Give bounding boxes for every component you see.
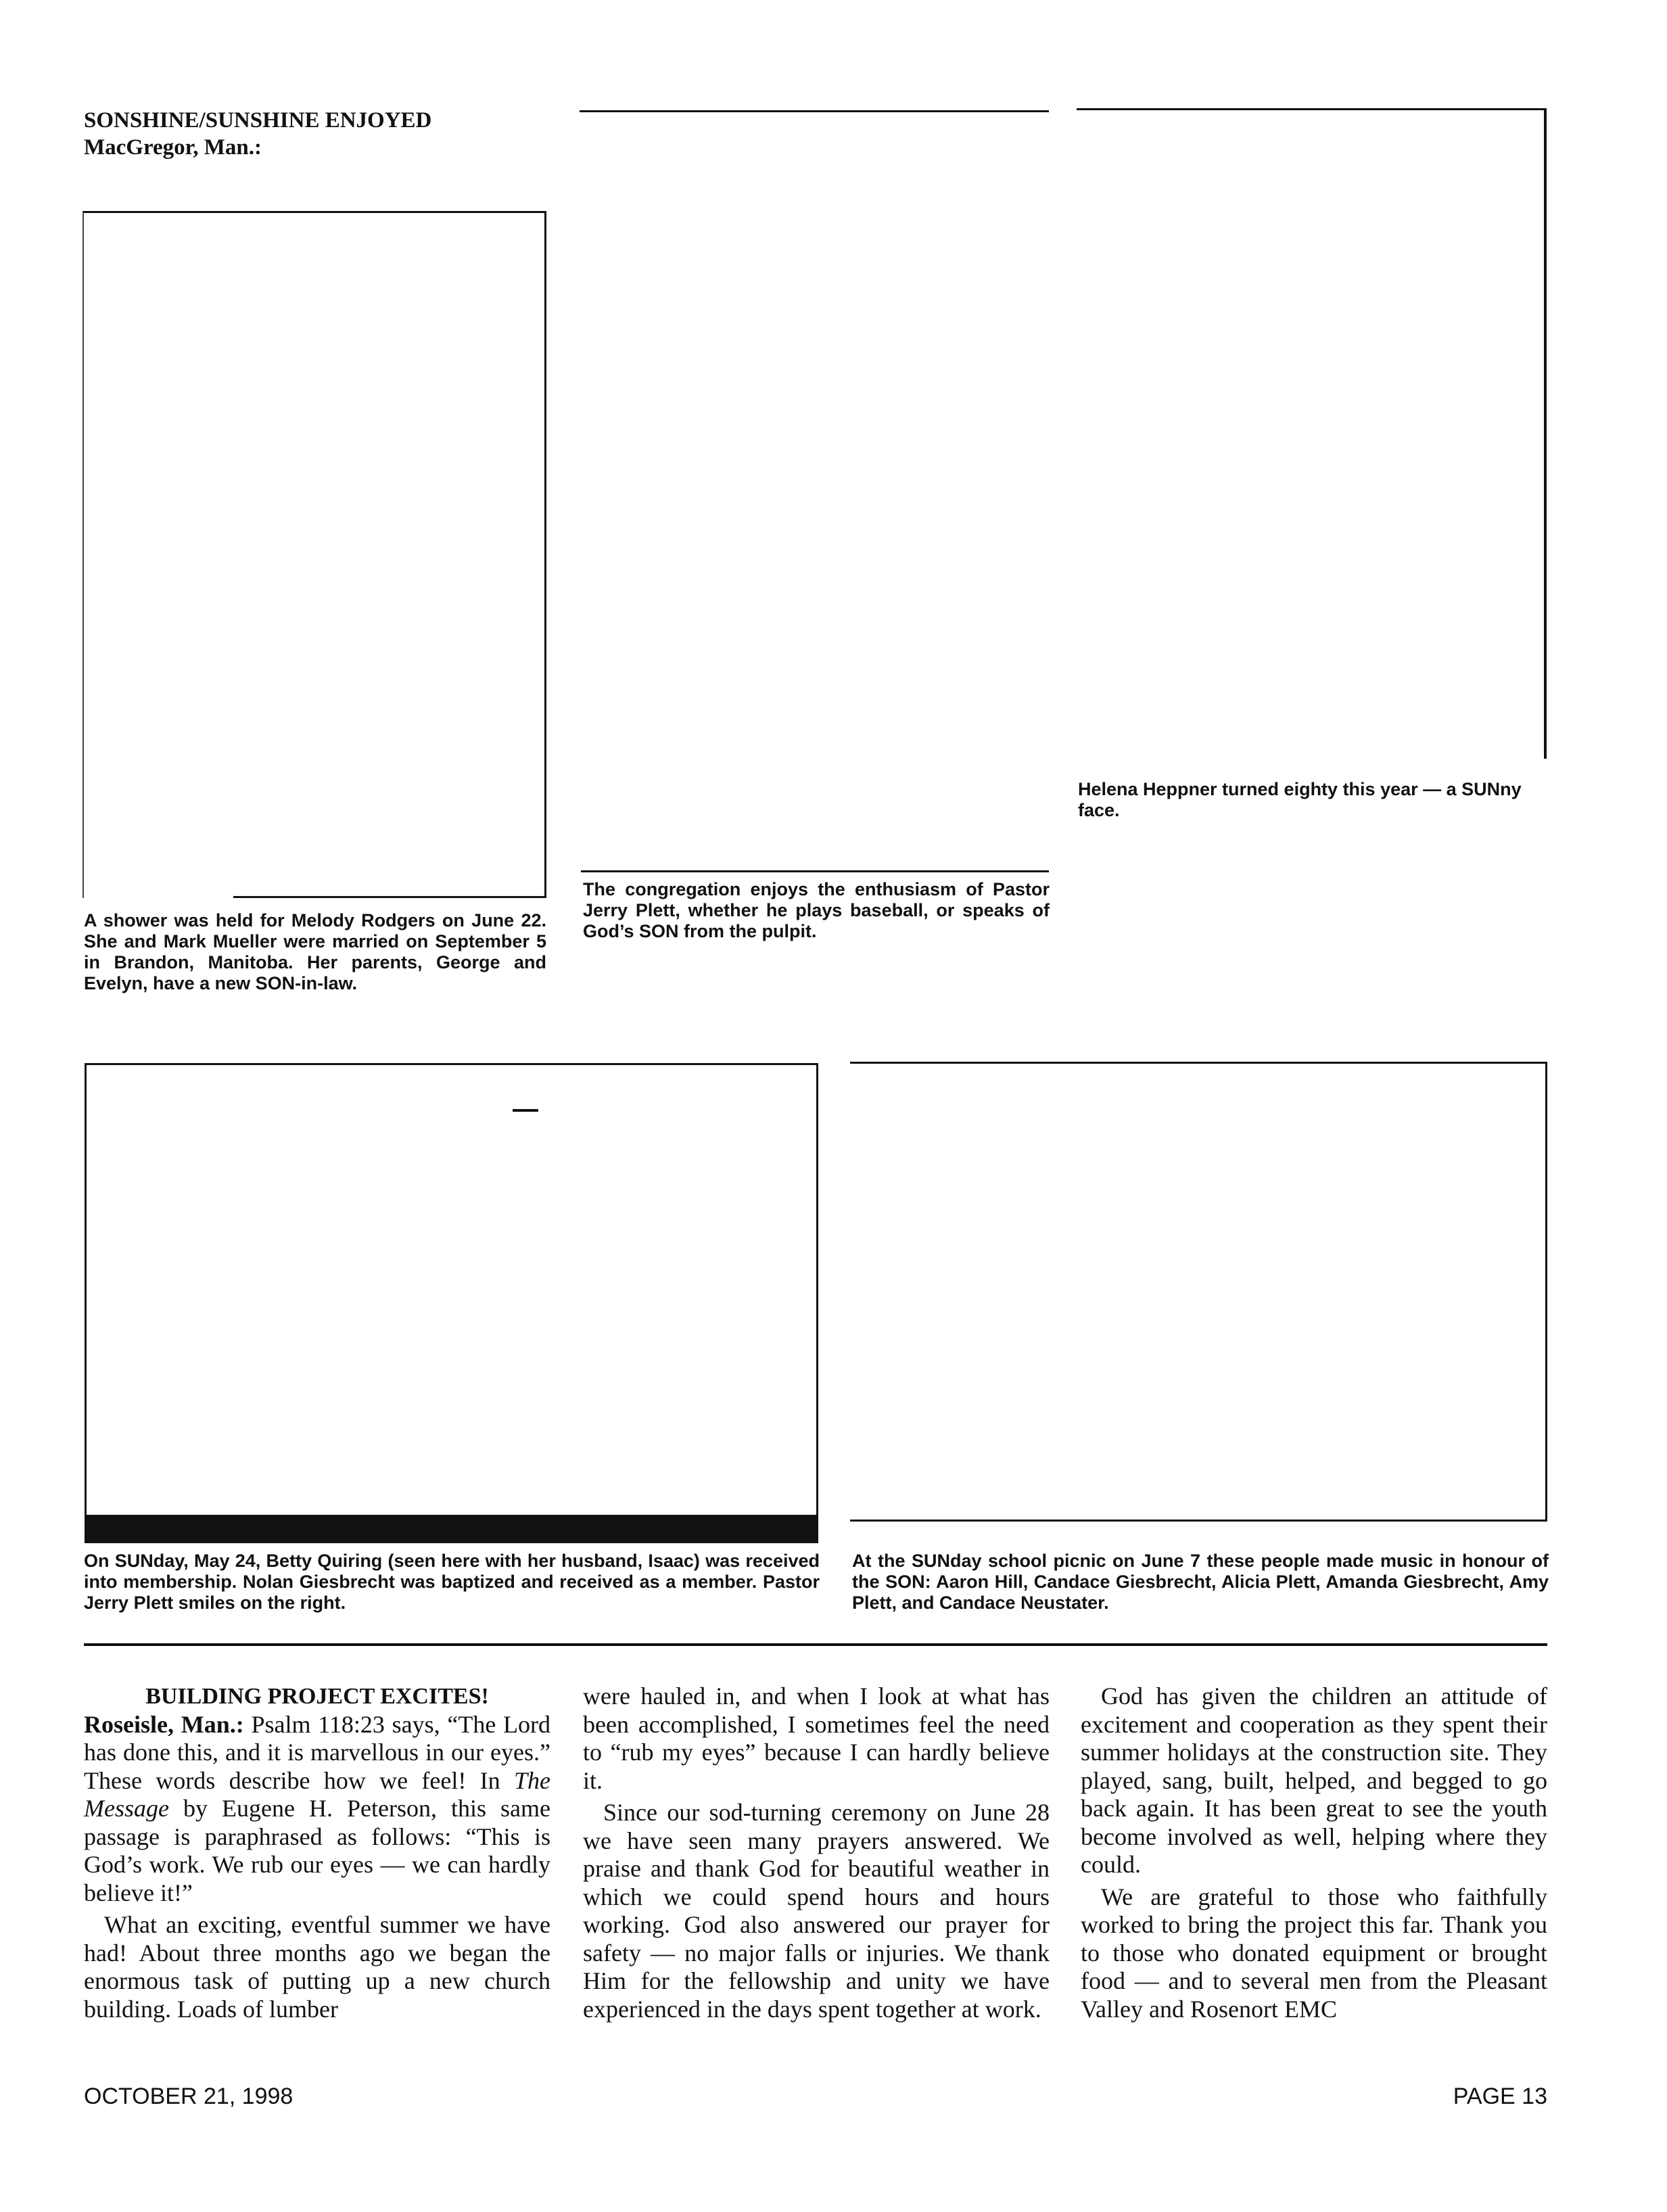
article-separator [84, 1643, 1547, 1646]
article-paragraph: What an exciting, eventful summer we have had! About three months ago we began the enormous task of putting up a new church building. Loads of lumber [84, 1911, 550, 2023]
caption-helena: Helena Heppner turned eighty this year — a SUNny face. [1078, 779, 1522, 820]
article-headline: BUILDING PROJECT EXCITES! [145, 1684, 489, 1709]
caption-membership: On SUNday, May 24, Betty Quiring (seen here with her husband, Isaac) was received into membership. Nolan Giesbrecht was baptized and received as a member. Pastor Jerry Plett smiles on the right. [84, 1551, 820, 1613]
caption-shower: A shower was held for Melody Rodgers on June 22. She and Mark Mueller were married on September 5 in Brandon, Manitoba. Her parents, George and Evelyn, have a new SON-in-law. [84, 910, 546, 993]
footer-page-number: PAGE 13 [1453, 2084, 1547, 2109]
article-paragraph: We are grateful to those who faithfully worked to bring the project this far. Thank you to those who donated equipment or brought food — and to several men from the Pleasant Valley and Rosenort EMC [1081, 1883, 1547, 2023]
photo-frame-membership [85, 1063, 818, 1519]
book-title: The Message [84, 1766, 550, 1822]
photo-right-rule-helena [1544, 108, 1547, 759]
photo-membership-mark [513, 1109, 538, 1112]
article-paragraph: were hauled in, and when I look at what has been accomplished, I sometimes feel the need to “rub my eyes” because I can hardly believe it. [583, 1682, 1050, 1794]
article-paragraph: Roseisle, Man.: Psalm 118:23 says, “The Lord has done this, and it is marvellous in our eyes.” These words describe how we feel! In The Message by Eugene H. Peterson, this same passage is paraphrased as follows: “This is God’s work. We rub our eyes — we can hardly believe it!” [84, 1710, 551, 1906]
footer-date: OCTOBER 21, 1998 [84, 2084, 294, 2109]
article-paragraph: God has given the children an attitude of excitement and cooperation as they spent their summer holidays at the construction site. They played, sang, built, helped, and begged to go back again. It has been great to see the youth become involved as well, helping where they could. [1081, 1682, 1547, 1878]
photo-membership-dark-band [85, 1515, 818, 1543]
photo-frame-picnic [850, 1062, 1547, 1522]
photo-frame-shower-bottom [233, 896, 546, 898]
caption-pastor: The congregation enjoys the enthusiasm of Pastor Jerry Plett, whether he plays baseball, or speaks of God’s SON from the pulpit. [583, 879, 1050, 941]
photo-bottom-rule-pastor [581, 870, 1049, 872]
photo-top-rule-pastor [580, 110, 1049, 112]
photo-frame-shower [83, 211, 546, 898]
article-paragraph: Since our sod-turning ceremony on June 28 we have seen many prayers answered. We praise and thank God for beautiful weather in which we could spend hours and hours working. God also answered our prayer for safety — no major falls or injuries. We thank Him for the fellowship and unity we have experienced in the days spent together at work. [583, 1799, 1050, 2023]
section-dateline: MacGregor, Man.: [84, 135, 262, 160]
section-headline: SONSHINE/SUNSHINE ENJOYED [84, 108, 432, 133]
article-dateline: Roseisle, Man.: [84, 1710, 244, 1738]
caption-picnic: At the SUNday school picnic on June 7 these people made music in honour of the SON: Aaron Hill, Candace Giesbrecht, Alicia Plett, Amanda Giesbrecht, Amy Plett, and Candace Neustater. [852, 1551, 1549, 1613]
photo-top-rule-helena [1077, 108, 1545, 110]
